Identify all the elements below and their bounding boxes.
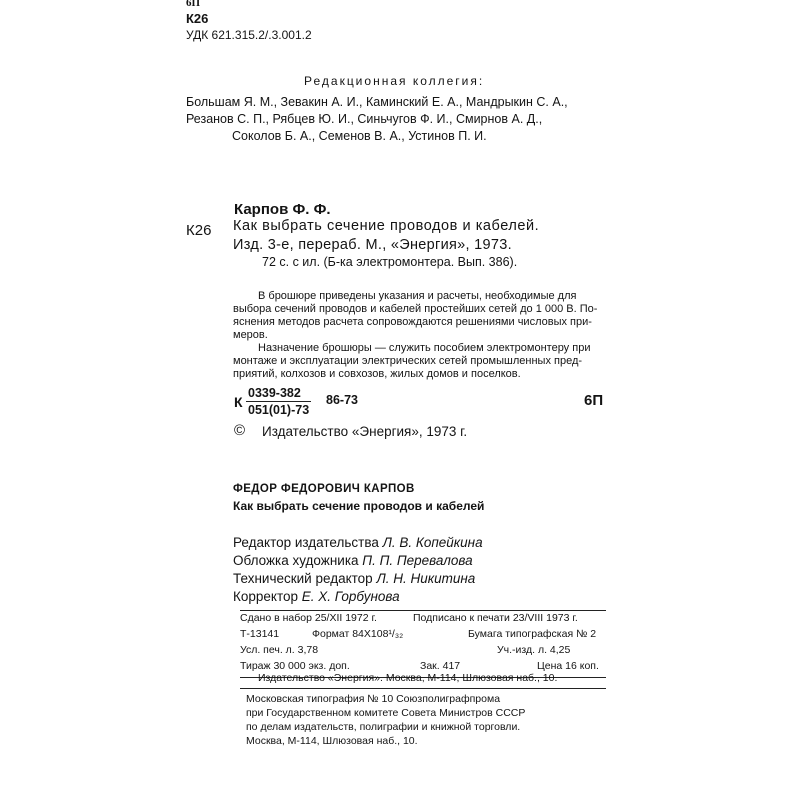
catalog-author: Карпов Ф. Ф. (234, 201, 331, 218)
spec-usl: Усл. печ. л. 3,78 (240, 644, 319, 656)
abstract-line-2: выбора сечений проводов и кабелей простейших сетей до 1 000 В. По- (233, 303, 598, 315)
specs-top-rule (240, 610, 606, 611)
library-index: К26 (186, 11, 209, 26)
code-suffix: 86-73 (326, 393, 358, 407)
printer-line-3: по делам издательств, полиграфии и книжной торговли. (246, 721, 521, 733)
copyright-symbol: © (234, 422, 246, 439)
catalog-edition: Изд. 3-е, перераб. М., «Энергия», 1973. (233, 237, 512, 253)
credit-cover-artist (233, 554, 473, 568)
imprint-title: Как выбрать сечение проводов и кабелей (233, 499, 485, 513)
code-denominator: 051(01)-73 (248, 403, 310, 417)
top-fragment: 6П (186, 0, 201, 9)
abstract-line-6: монтаже и эксплуатации электрических сетей промышленных пред- (233, 355, 583, 367)
publisher-address: Издательство «Энергия». Москва, М-114, Шлюзовая наб., 10. (258, 672, 558, 684)
credit-role: Технический редактор (233, 571, 373, 586)
board-line-2: Резанов С. П., Рябцев Ю. И., Синьчугов Ф. И., Смирнов А. Д., (186, 112, 543, 126)
board-line-1: Большам Я. М., Зевакин А. И., Каминский Е. А., Мандрыкин С. А., (186, 95, 568, 109)
spec-signed: Подписано к печати 23/VIII 1973 г. (413, 612, 578, 624)
abstract-line-1: В брошюре приведены указания и расчеты, необходимые для (258, 290, 577, 302)
credit-name: Л. Н. Никитина (376, 571, 476, 586)
credit-role: Корректор (233, 589, 299, 604)
code-right: 6П (584, 392, 604, 409)
imprint-author: ФЕДОР ФЕДОРОВИЧ КАРПОВ (233, 483, 415, 495)
credit-role: Редактор издательства (233, 535, 379, 550)
catalog-title: Как выбрать сечение проводов и кабелей. (233, 218, 540, 234)
udc-code: УДК 621.315.2/.3.001.2 (186, 28, 312, 42)
code-numerator: 0339-382 (246, 386, 311, 402)
spec-format: Формат 84Х108¹/₃₂ (312, 628, 404, 640)
spec-t-number: Т-13141 (240, 628, 280, 640)
credit-name: Е. Х. Горбунова (301, 589, 400, 604)
copyright-text: Издательство «Энергия», 1973 г. (262, 424, 468, 439)
spec-sent: Сдано в набор 25/XII 1972 г. (240, 612, 377, 624)
code-prefix: К (234, 394, 243, 410)
printer-line-2: при Государственном комитете Совета Министров СССР (246, 707, 526, 719)
printer-line-1: Московская типография № 10 Союзполиграфпрома (246, 693, 501, 705)
spec-paper: Бумага типографская № 2 (468, 628, 597, 640)
spec-order: Зак. 417 (420, 660, 461, 672)
credit-role: Обложка художника (233, 553, 359, 568)
credit-proofreader (233, 590, 400, 604)
credit-editor (233, 536, 483, 550)
abstract-line-4: меров. (233, 329, 268, 341)
abstract-line-7: приятий, колхозов и совхозов, жилых домов и поселков. (233, 368, 521, 380)
code-fraction (246, 386, 311, 417)
abstract-line-3: яснения методов расчета сопровождаются решениями числовых при- (233, 316, 592, 328)
credit-name: П. П. Перевалова (362, 553, 473, 568)
address-rule (240, 688, 606, 689)
printer-line-4: Москва, М-114, Шлюзовая наб., 10. (246, 735, 418, 747)
spec-circulation: Тираж 30 000 экз. доп. (240, 660, 350, 672)
abstract-line-5: Назначение брошюры — служить пособием электромонтеру при (258, 342, 591, 354)
board-line-3: Соколов Б. А., Семенов В. А., Устинов П. И. (232, 129, 487, 143)
spec-price: Цена 16 коп. (537, 660, 599, 672)
credit-tech-editor (233, 572, 475, 586)
catalog-pages: 72 с. с ил. (Б-ка электромонтера. Вып. 386). (262, 255, 518, 269)
spec-uch: Уч.-изд. л. 4,25 (497, 644, 571, 656)
board-title: Редакционная коллегия: (304, 74, 485, 88)
credit-name: Л. В. Копейкина (382, 535, 483, 550)
catalog-index: К26 (186, 222, 212, 239)
